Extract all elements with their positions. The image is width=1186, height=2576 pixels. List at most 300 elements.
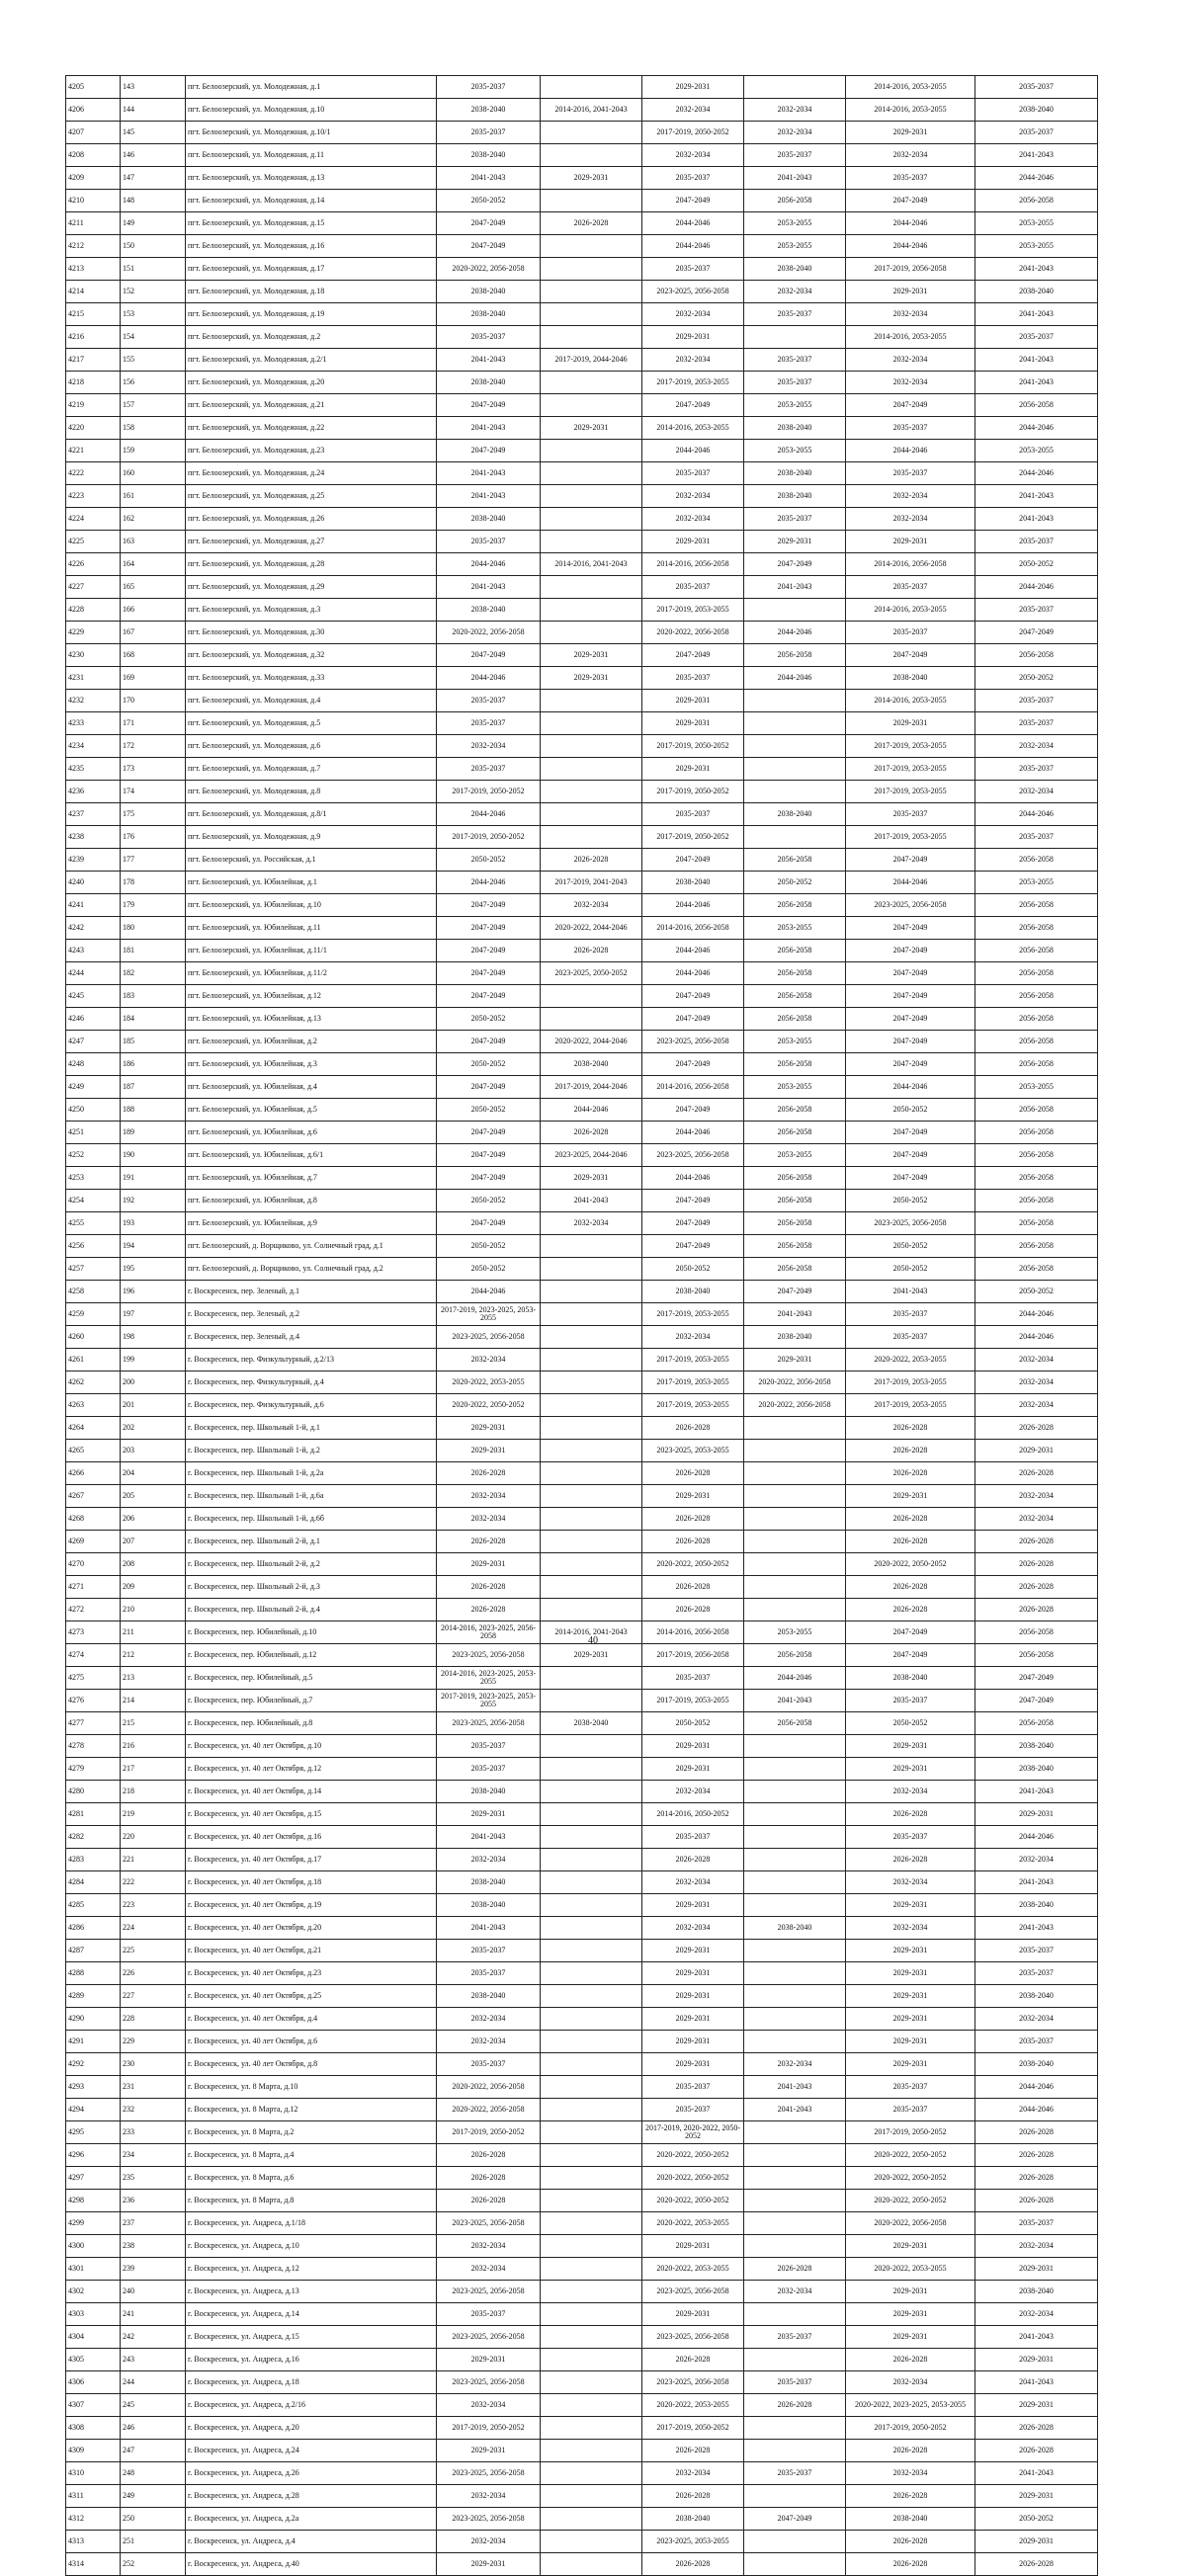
row-index-cell: 4281 bbox=[66, 1803, 121, 1826]
address-cell: г. Воскресенск, ул. 40 лет Октября, д.20 bbox=[186, 1917, 437, 1940]
item-number-cell: 177 bbox=[121, 849, 186, 872]
period-cell: 2044-2046 bbox=[642, 440, 744, 462]
period-cell bbox=[744, 690, 846, 712]
period-cell: 2044-2046 bbox=[846, 872, 975, 894]
period-cell: 2056-2058 bbox=[744, 1644, 846, 1667]
row-index-cell: 4245 bbox=[66, 985, 121, 1008]
period-cell: 2056-2058 bbox=[975, 1167, 1098, 1190]
period-cell: 2038-2040 bbox=[975, 2053, 1098, 2076]
period-cell: 2029-2031 bbox=[437, 2553, 541, 2576]
period-cell: 2029-2031 bbox=[642, 2053, 744, 2076]
table-row bbox=[66, 1735, 1098, 1758]
address-cell: пгт. Белоозерский, ул. Юбилейная, д.6/1 bbox=[186, 1144, 437, 1167]
period-cell: 2029-2031 bbox=[437, 2440, 541, 2462]
period-cell: 2023-2025, 2056-2058 bbox=[437, 1644, 541, 1667]
address-cell: г. Воскресенск, ул. 8 Марта, д.4 bbox=[186, 2144, 437, 2167]
period-cell: 2020-2022, 2056-2058 bbox=[846, 2212, 975, 2235]
period-cell bbox=[541, 1417, 642, 1440]
period-cell: 2032-2034 bbox=[642, 99, 744, 122]
period-cell: 2038-2040 bbox=[437, 303, 541, 326]
period-cell: 2047-2049 bbox=[437, 440, 541, 462]
period-cell: 2029-2031 bbox=[846, 1894, 975, 1917]
period-cell: 2056-2058 bbox=[744, 962, 846, 985]
period-cell bbox=[541, 2349, 642, 2371]
period-cell: 2020-2022, 2053-2055 bbox=[642, 2258, 744, 2281]
period-cell: 2047-2049 bbox=[437, 212, 541, 235]
item-number-cell: 232 bbox=[121, 2099, 186, 2121]
row-index-cell: 4251 bbox=[66, 1122, 121, 1144]
period-cell: 2023-2025, 2056-2058 bbox=[437, 2326, 541, 2349]
row-index-cell: 4259 bbox=[66, 1303, 121, 1326]
item-number-cell: 216 bbox=[121, 1735, 186, 1758]
period-cell: 2041-2043 bbox=[975, 1917, 1098, 1940]
period-cell: 2020-2022, 2050-2052 bbox=[642, 1553, 744, 1576]
period-cell: 2029-2031 bbox=[846, 1485, 975, 1508]
period-cell bbox=[541, 1371, 642, 1394]
row-index-cell: 4262 bbox=[66, 1371, 121, 1394]
period-cell bbox=[744, 1826, 846, 1849]
table-row bbox=[66, 2462, 1098, 2485]
period-cell bbox=[541, 1826, 642, 1849]
address-cell: пгт. Белоозерский, ул. Юбилейная, д.3 bbox=[186, 1053, 437, 1076]
period-cell bbox=[541, 2417, 642, 2440]
address-cell: пгт. Белоозерский, ул. Молодежная, д.24 bbox=[186, 462, 437, 485]
period-cell: 2041-2043 bbox=[975, 303, 1098, 326]
period-cell: 2035-2037 bbox=[642, 2099, 744, 2121]
address-cell: пгт. Белоозерский, ул. Юбилейная, д.11/1 bbox=[186, 940, 437, 962]
period-cell: 2035-2037 bbox=[975, 531, 1098, 553]
period-cell: 2056-2058 bbox=[744, 1053, 846, 1076]
row-index-cell: 4268 bbox=[66, 1508, 121, 1531]
period-cell: 2044-2046 bbox=[975, 1326, 1098, 1349]
item-number-cell: 252 bbox=[121, 2553, 186, 2576]
item-number-cell: 234 bbox=[121, 2144, 186, 2167]
row-index-cell: 4221 bbox=[66, 440, 121, 462]
period-cell: 2056-2058 bbox=[975, 644, 1098, 667]
period-cell: 2035-2037 bbox=[744, 303, 846, 326]
period-cell: 2056-2058 bbox=[744, 1235, 846, 1258]
period-cell: 2047-2049 bbox=[846, 1122, 975, 1144]
address-cell: пгт. Белоозерский, ул. Молодежная, д.25 bbox=[186, 485, 437, 508]
period-cell: 2047-2049 bbox=[846, 190, 975, 212]
period-cell bbox=[541, 1781, 642, 1803]
address-cell: г. Воскресенск, пер. Юбилейный, д.12 bbox=[186, 1644, 437, 1667]
period-cell: 2026-2028 bbox=[437, 2190, 541, 2212]
period-cell: 2017-2019, 2044-2046 bbox=[541, 349, 642, 372]
item-number-cell: 249 bbox=[121, 2485, 186, 2508]
row-index-cell: 4246 bbox=[66, 1008, 121, 1031]
row-index-cell: 4300 bbox=[66, 2235, 121, 2258]
period-cell: 2026-2028 bbox=[437, 2167, 541, 2190]
schedule-table bbox=[65, 75, 1098, 2576]
period-cell: 2035-2037 bbox=[744, 2326, 846, 2349]
table-row bbox=[66, 2190, 1098, 2212]
table-row bbox=[66, 826, 1098, 849]
period-cell: 2017-2019, 2053-2055 bbox=[846, 826, 975, 849]
item-number-cell: 155 bbox=[121, 349, 186, 372]
row-index-cell: 4238 bbox=[66, 826, 121, 849]
period-cell: 2044-2046 bbox=[642, 235, 744, 258]
period-cell: 2032-2034 bbox=[744, 122, 846, 144]
table-row bbox=[66, 1531, 1098, 1553]
row-index-cell: 4216 bbox=[66, 326, 121, 349]
period-cell bbox=[541, 2485, 642, 2508]
table-row bbox=[66, 2371, 1098, 2394]
table-row bbox=[66, 372, 1098, 394]
table-row bbox=[66, 2008, 1098, 2031]
item-number-cell: 168 bbox=[121, 644, 186, 667]
period-cell: 2029-2031 bbox=[846, 2303, 975, 2326]
period-cell: 2023-2025, 2056-2058 bbox=[437, 2281, 541, 2303]
period-cell: 2044-2046 bbox=[975, 462, 1098, 485]
period-cell: 2023-2025, 2056-2058 bbox=[437, 2462, 541, 2485]
period-cell: 2014-2016, 2056-2058 bbox=[846, 553, 975, 576]
period-cell: 2032-2034 bbox=[975, 735, 1098, 758]
period-cell: 2041-2043 bbox=[975, 258, 1098, 281]
period-cell: 2041-2043 bbox=[975, 349, 1098, 372]
period-cell bbox=[541, 394, 642, 417]
period-cell: 2026-2028 bbox=[642, 1599, 744, 1621]
period-cell: 2047-2049 bbox=[846, 1621, 975, 1644]
period-cell: 2056-2058 bbox=[744, 940, 846, 962]
period-cell: 2020-2022, 2056-2058 bbox=[437, 2099, 541, 2121]
period-cell: 2053-2055 bbox=[744, 440, 846, 462]
period-cell: 2056-2058 bbox=[744, 644, 846, 667]
period-cell: 2017-2019, 2050-2052 bbox=[437, 2417, 541, 2440]
period-cell bbox=[541, 2531, 642, 2553]
address-cell: г. Воскресенск, пер. Физкультурный, д.2/13 bbox=[186, 1349, 437, 1371]
row-index-cell: 4285 bbox=[66, 1894, 121, 1917]
period-cell bbox=[541, 2258, 642, 2281]
period-cell: 2056-2058 bbox=[975, 1190, 1098, 1212]
table-row bbox=[66, 122, 1098, 144]
period-cell bbox=[541, 1258, 642, 1281]
period-cell: 2044-2046 bbox=[975, 2099, 1098, 2121]
period-cell: 2023-2025, 2056-2058 bbox=[642, 2326, 744, 2349]
address-cell: пгт. Белоозерский, ул. Юбилейная, д.8 bbox=[186, 1190, 437, 1212]
item-number-cell: 196 bbox=[121, 1281, 186, 1303]
period-cell: 2029-2031 bbox=[642, 531, 744, 553]
period-cell: 2035-2037 bbox=[642, 1667, 744, 1690]
item-number-cell: 192 bbox=[121, 1190, 186, 1212]
period-cell: 2041-2043 bbox=[541, 1190, 642, 1212]
address-cell: г. Воскресенск, пер. Зеленый, д.1 bbox=[186, 1281, 437, 1303]
period-cell: 2035-2037 bbox=[846, 417, 975, 440]
row-index-cell: 4222 bbox=[66, 462, 121, 485]
period-cell bbox=[541, 1349, 642, 1371]
period-cell: 2017-2019, 2053-2055 bbox=[846, 781, 975, 803]
item-number-cell: 176 bbox=[121, 826, 186, 849]
period-cell: 2056-2058 bbox=[744, 1167, 846, 1190]
period-cell: 2032-2034 bbox=[744, 2053, 846, 2076]
period-cell: 2047-2049 bbox=[846, 644, 975, 667]
address-cell: г. Воскресенск, пер. Юбилейный, д.5 bbox=[186, 1667, 437, 1690]
table-row bbox=[66, 326, 1098, 349]
period-cell: 2020-2022, 2050-2052 bbox=[642, 2144, 744, 2167]
row-index-cell: 4256 bbox=[66, 1235, 121, 1258]
period-cell: 2029-2031 bbox=[975, 2349, 1098, 2371]
table-row bbox=[66, 1576, 1098, 1599]
period-cell: 2044-2046 bbox=[744, 667, 846, 690]
row-index-cell: 4230 bbox=[66, 644, 121, 667]
period-cell: 2035-2037 bbox=[744, 2462, 846, 2485]
period-cell bbox=[541, 2462, 642, 2485]
period-cell: 2017-2019, 2053-2055 bbox=[846, 1371, 975, 1394]
period-cell bbox=[541, 1599, 642, 1621]
period-cell: 2026-2028 bbox=[744, 2394, 846, 2417]
period-cell: 2041-2043 bbox=[744, 167, 846, 190]
period-cell: 2050-2052 bbox=[437, 190, 541, 212]
period-cell: 2038-2040 bbox=[437, 1985, 541, 2008]
period-cell bbox=[541, 485, 642, 508]
row-index-cell: 4274 bbox=[66, 1644, 121, 1667]
period-cell bbox=[541, 2053, 642, 2076]
table-row bbox=[66, 235, 1098, 258]
address-cell: пгт. Белоозерский, ул. Молодежная, д.33 bbox=[186, 667, 437, 690]
item-number-cell: 172 bbox=[121, 735, 186, 758]
item-number-cell: 201 bbox=[121, 1394, 186, 1417]
period-cell: 2029-2031 bbox=[846, 1985, 975, 2008]
item-number-cell: 202 bbox=[121, 1417, 186, 1440]
address-cell: пгт. Белоозерский, ул. Юбилейная, д.11/2 bbox=[186, 962, 437, 985]
item-number-cell: 187 bbox=[121, 1076, 186, 1099]
period-cell: 2020-2022, 2056-2058 bbox=[744, 1371, 846, 1394]
period-cell: 2038-2040 bbox=[975, 1735, 1098, 1758]
address-cell: г. Воскресенск, ул. 8 Марта, д.6 bbox=[186, 2167, 437, 2190]
period-cell: 2032-2034 bbox=[975, 1394, 1098, 1417]
period-cell: 2056-2058 bbox=[975, 394, 1098, 417]
table-row bbox=[66, 985, 1098, 1008]
period-cell: 2041-2043 bbox=[744, 576, 846, 599]
address-cell: г. Воскресенск, ул. 40 лет Октября, д.21 bbox=[186, 1940, 437, 1962]
address-cell: г. Воскресенск, ул. 40 лет Октября, д.4 bbox=[186, 2008, 437, 2031]
item-number-cell: 146 bbox=[121, 144, 186, 167]
period-cell: 2047-2049 bbox=[642, 644, 744, 667]
table-row bbox=[66, 1781, 1098, 1803]
period-cell: 2020-2022, 2050-2052 bbox=[846, 1553, 975, 1576]
period-cell: 2032-2034 bbox=[744, 2281, 846, 2303]
item-number-cell: 238 bbox=[121, 2235, 186, 2258]
table-row bbox=[66, 303, 1098, 326]
period-cell: 2029-2031 bbox=[846, 2235, 975, 2258]
period-cell: 2047-2049 bbox=[437, 985, 541, 1008]
period-cell bbox=[744, 1508, 846, 1531]
period-cell: 2050-2052 bbox=[642, 1712, 744, 1735]
row-index-cell: 4226 bbox=[66, 553, 121, 576]
period-cell: 2044-2046 bbox=[437, 803, 541, 826]
row-index-cell: 4227 bbox=[66, 576, 121, 599]
period-cell: 2026-2028 bbox=[541, 849, 642, 872]
row-index-cell: 4248 bbox=[66, 1053, 121, 1076]
period-cell: 2047-2049 bbox=[437, 394, 541, 417]
row-index-cell: 4237 bbox=[66, 803, 121, 826]
item-number-cell: 152 bbox=[121, 281, 186, 303]
period-cell bbox=[541, 372, 642, 394]
item-number-cell: 245 bbox=[121, 2394, 186, 2417]
period-cell: 2026-2028 bbox=[846, 2485, 975, 2508]
period-cell: 2044-2046 bbox=[975, 1303, 1098, 1326]
period-cell: 2041-2043 bbox=[975, 2462, 1098, 2485]
period-cell: 2017-2019, 2050-2052 bbox=[642, 781, 744, 803]
row-index-cell: 4269 bbox=[66, 1531, 121, 1553]
period-cell: 2032-2034 bbox=[437, 2485, 541, 2508]
period-cell: 2035-2037 bbox=[846, 1826, 975, 1849]
period-cell bbox=[541, 190, 642, 212]
period-cell: 2056-2058 bbox=[744, 1212, 846, 1235]
period-cell: 2047-2049 bbox=[846, 1053, 975, 1076]
period-cell: 2053-2055 bbox=[744, 394, 846, 417]
row-index-cell: 4267 bbox=[66, 1485, 121, 1508]
item-number-cell: 210 bbox=[121, 1599, 186, 1621]
period-cell: 2032-2034 bbox=[642, 349, 744, 372]
table-row bbox=[66, 553, 1098, 576]
period-cell: 2032-2034 bbox=[437, 1485, 541, 1508]
period-cell: 2029-2031 bbox=[744, 1349, 846, 1371]
table-row bbox=[66, 440, 1098, 462]
period-cell: 2044-2046 bbox=[975, 576, 1098, 599]
table-row bbox=[66, 1985, 1098, 2008]
period-cell: 2041-2043 bbox=[437, 462, 541, 485]
period-cell: 2053-2055 bbox=[744, 235, 846, 258]
period-cell: 2041-2043 bbox=[437, 349, 541, 372]
row-index-cell: 4249 bbox=[66, 1076, 121, 1099]
row-index-cell: 4298 bbox=[66, 2190, 121, 2212]
table-row bbox=[66, 394, 1098, 417]
period-cell: 2035-2037 bbox=[975, 76, 1098, 99]
period-cell: 2029-2031 bbox=[975, 2394, 1098, 2417]
period-cell: 2038-2040 bbox=[437, 508, 541, 531]
row-index-cell: 4307 bbox=[66, 2394, 121, 2417]
address-cell: пгт. Белоозерский, ул. Молодежная, д.19 bbox=[186, 303, 437, 326]
period-cell bbox=[541, 803, 642, 826]
period-cell bbox=[744, 2144, 846, 2167]
address-cell: г. Воскресенск, ул. 40 лет Октября, д.18 bbox=[186, 1871, 437, 1894]
period-cell: 2014-2016, 2056-2058 bbox=[642, 553, 744, 576]
period-cell: 2032-2034 bbox=[846, 144, 975, 167]
period-cell: 2038-2040 bbox=[642, 872, 744, 894]
period-cell: 2035-2037 bbox=[975, 2212, 1098, 2235]
period-cell: 2038-2040 bbox=[437, 1781, 541, 1803]
period-cell: 2032-2034 bbox=[642, 1871, 744, 1894]
period-cell: 2023-2025, 2056-2058 bbox=[642, 2281, 744, 2303]
period-cell: 2038-2040 bbox=[846, 2508, 975, 2531]
period-cell bbox=[744, 1485, 846, 1508]
period-cell: 2023-2025, 2056-2058 bbox=[846, 1212, 975, 1235]
item-number-cell: 204 bbox=[121, 1462, 186, 1485]
item-number-cell: 189 bbox=[121, 1122, 186, 1144]
address-cell: г. Воскресенск, пер. Школьный 2-й, д.3 bbox=[186, 1576, 437, 1599]
period-cell: 2035-2037 bbox=[437, 2303, 541, 2326]
address-cell: пгт. Белоозерский, ул. Молодежная, д.8 bbox=[186, 781, 437, 803]
period-cell: 2026-2028 bbox=[642, 1417, 744, 1440]
item-number-cell: 241 bbox=[121, 2303, 186, 2326]
period-cell: 2056-2058 bbox=[975, 1644, 1098, 1667]
table-row bbox=[66, 2303, 1098, 2326]
period-cell: 2035-2037 bbox=[846, 803, 975, 826]
row-index-cell: 4293 bbox=[66, 2076, 121, 2099]
period-cell: 2026-2028 bbox=[846, 1849, 975, 1871]
item-number-cell: 248 bbox=[121, 2462, 186, 2485]
row-index-cell: 4275 bbox=[66, 1667, 121, 1690]
period-cell bbox=[541, 303, 642, 326]
period-cell: 2038-2040 bbox=[975, 1758, 1098, 1781]
table-row bbox=[66, 667, 1098, 690]
period-cell bbox=[541, 1690, 642, 1712]
address-cell: пгт. Белоозерский, ул. Молодежная, д.28 bbox=[186, 553, 437, 576]
period-cell: 2035-2037 bbox=[846, 2099, 975, 2121]
period-cell: 2029-2031 bbox=[642, 690, 744, 712]
item-number-cell: 190 bbox=[121, 1144, 186, 1167]
period-cell: 2056-2058 bbox=[975, 894, 1098, 917]
address-cell: г. Воскресенск, ул. 40 лет Октября, д.14 bbox=[186, 1781, 437, 1803]
period-cell: 2047-2049 bbox=[437, 940, 541, 962]
address-cell: г. Воскресенск, ул. Андреса, д.10 bbox=[186, 2235, 437, 2258]
period-cell: 2029-2031 bbox=[846, 531, 975, 553]
item-number-cell: 147 bbox=[121, 167, 186, 190]
period-cell bbox=[541, 326, 642, 349]
period-cell: 2056-2058 bbox=[975, 1099, 1098, 1122]
period-cell bbox=[541, 1303, 642, 1326]
period-cell: 2017-2019, 2053-2055 bbox=[846, 735, 975, 758]
period-cell bbox=[541, 281, 642, 303]
table-row bbox=[66, 1053, 1098, 1076]
period-cell: 2026-2028 bbox=[642, 1849, 744, 1871]
table-row bbox=[66, 962, 1098, 985]
period-cell: 2032-2034 bbox=[975, 1349, 1098, 1371]
period-cell: 2020-2022, 2053-2055 bbox=[642, 2212, 744, 2235]
row-index-cell: 4236 bbox=[66, 781, 121, 803]
period-cell: 2050-2052 bbox=[846, 1099, 975, 1122]
period-cell bbox=[541, 1917, 642, 1940]
address-cell: г. Воскресенск, ул. 8 Марта, д.8 bbox=[186, 2190, 437, 2212]
period-cell: 2038-2040 bbox=[744, 462, 846, 485]
period-cell bbox=[541, 1985, 642, 2008]
period-cell: 2053-2055 bbox=[975, 235, 1098, 258]
table-row bbox=[66, 2394, 1098, 2417]
period-cell: 2026-2028 bbox=[642, 1462, 744, 1485]
address-cell: г. Воскресенск, ул. 8 Марта, д.10 bbox=[186, 2076, 437, 2099]
period-cell bbox=[744, 1871, 846, 1894]
period-cell: 2038-2040 bbox=[541, 1712, 642, 1735]
period-cell: 2029-2031 bbox=[642, 2031, 744, 2053]
period-cell: 2035-2037 bbox=[437, 531, 541, 553]
address-cell: г. Воскресенск, пер. Юбилейный, д.7 bbox=[186, 1690, 437, 1712]
item-number-cell: 243 bbox=[121, 2349, 186, 2371]
address-cell: г. Воскресенск, ул. Андреса, д.2а bbox=[186, 2508, 437, 2531]
row-index-cell: 4287 bbox=[66, 1940, 121, 1962]
period-cell: 2047-2049 bbox=[642, 1008, 744, 1031]
period-cell bbox=[541, 2099, 642, 2121]
period-cell: 2035-2037 bbox=[975, 712, 1098, 735]
period-cell bbox=[541, 122, 642, 144]
address-cell: г. Воскресенск, ул. Андреса, д.14 bbox=[186, 2303, 437, 2326]
item-number-cell: 188 bbox=[121, 1099, 186, 1122]
item-number-cell: 227 bbox=[121, 1985, 186, 2008]
item-number-cell: 239 bbox=[121, 2258, 186, 2281]
item-number-cell: 181 bbox=[121, 940, 186, 962]
period-cell bbox=[541, 1894, 642, 1917]
period-cell: 2035-2037 bbox=[437, 326, 541, 349]
row-index-cell: 4234 bbox=[66, 735, 121, 758]
item-number-cell: 218 bbox=[121, 1781, 186, 1803]
period-cell: 2032-2034 bbox=[437, 2258, 541, 2281]
address-cell: г. Воскресенск, ул. Андреса, д.13 bbox=[186, 2281, 437, 2303]
period-cell bbox=[744, 2235, 846, 2258]
period-cell: 2029-2031 bbox=[642, 1962, 744, 1985]
period-cell: 2035-2037 bbox=[744, 508, 846, 531]
item-number-cell: 203 bbox=[121, 1440, 186, 1462]
period-cell: 2035-2037 bbox=[437, 690, 541, 712]
